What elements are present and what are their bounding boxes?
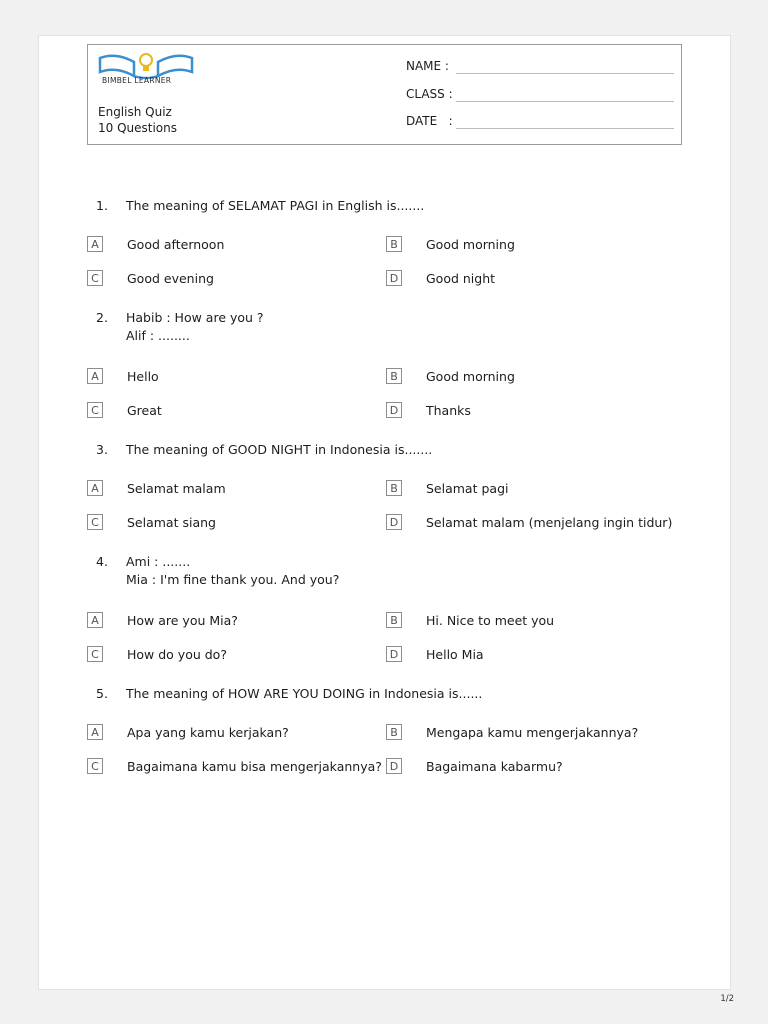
logo-text: BIMBEL LEARNER bbox=[102, 76, 172, 85]
option-text: Thanks bbox=[426, 403, 471, 418]
quiz-header bbox=[87, 44, 682, 145]
option-text: Bagaimana kamu bisa mengerjakannya? bbox=[127, 759, 382, 774]
date-field[interactable] bbox=[406, 114, 453, 130]
option-letter-box: B bbox=[386, 236, 402, 252]
class-label: CLASS : bbox=[406, 87, 453, 101]
page-number: 1/2 bbox=[720, 994, 734, 1004]
class-field[interactable] bbox=[406, 87, 453, 103]
question-number: 2. bbox=[96, 310, 108, 325]
option-text: Mengapa kamu mengerjakannya? bbox=[426, 725, 639, 740]
option-letter-box: A bbox=[87, 724, 103, 740]
quiz-title: English Quiz bbox=[98, 105, 172, 119]
option-letter-box: B bbox=[386, 724, 402, 740]
question-text: Ami : ....... bbox=[126, 554, 191, 569]
option-text: Good afternoon bbox=[127, 237, 225, 252]
question-text: The meaning of HOW ARE YOU DOING in Indonesia is...... bbox=[126, 686, 483, 701]
option-letter-box: C bbox=[87, 514, 103, 530]
name-line[interactable] bbox=[456, 73, 674, 74]
option-letter-box: B bbox=[386, 368, 402, 384]
option-text: Great bbox=[127, 403, 162, 418]
question-text: The meaning of SELAMAT PAGI in English is....... bbox=[126, 198, 425, 213]
option-text: Selamat malam bbox=[127, 481, 226, 496]
option-letter-box: D bbox=[386, 402, 402, 418]
option-letter-box: A bbox=[87, 236, 103, 252]
option-letter-box: D bbox=[386, 646, 402, 662]
question-number: 4. bbox=[96, 554, 108, 569]
question-text: The meaning of GOOD NIGHT in Indonesia is....... bbox=[126, 442, 433, 457]
question-number: 1. bbox=[96, 198, 108, 213]
option-text: Bagaimana kabarmu? bbox=[426, 759, 563, 774]
option-letter-box: C bbox=[87, 270, 103, 286]
option-text: Selamat pagi bbox=[426, 481, 509, 496]
option-text: How are you Mia? bbox=[127, 613, 238, 628]
question-text-line-2: Alif : ........ bbox=[126, 328, 190, 343]
quiz-question-count: 10 Questions bbox=[98, 121, 178, 135]
option-letter-box: D bbox=[386, 270, 402, 286]
option-letter-box: A bbox=[87, 612, 103, 628]
option-letter-box: A bbox=[87, 368, 103, 384]
option-text: Selamat malam (menjelang ingin tidur) bbox=[426, 515, 673, 530]
option-letter-box: A bbox=[87, 480, 103, 496]
option-letter-box: D bbox=[386, 758, 402, 774]
class-line[interactable] bbox=[456, 101, 674, 102]
name-label: NAME : bbox=[406, 59, 449, 73]
name-field[interactable] bbox=[406, 59, 449, 75]
option-text: Hi. Nice to meet you bbox=[426, 613, 555, 628]
option-text: Hello Mia bbox=[426, 647, 484, 662]
date-line[interactable] bbox=[456, 128, 674, 129]
option-text: Hello bbox=[127, 369, 159, 384]
option-text: Good morning bbox=[426, 237, 515, 252]
option-letter-box: B bbox=[386, 612, 402, 628]
quiz-page bbox=[38, 35, 731, 990]
question-number: 5. bbox=[96, 686, 108, 701]
date-label: DATE : bbox=[406, 114, 453, 128]
option-letter-box: C bbox=[87, 402, 103, 418]
option-text: Good morning bbox=[426, 369, 515, 384]
option-text: Selamat siang bbox=[127, 515, 216, 530]
option-text: Good evening bbox=[127, 271, 214, 286]
option-text: Good night bbox=[426, 271, 496, 286]
option-text: How do you do? bbox=[127, 647, 227, 662]
question-text: Habib : How are you ? bbox=[126, 310, 264, 325]
option-letter-box: C bbox=[87, 646, 103, 662]
option-letter-box: C bbox=[87, 758, 103, 774]
question-number: 3. bbox=[96, 442, 108, 457]
option-letter-box: D bbox=[386, 514, 402, 530]
option-text: Apa yang kamu kerjakan? bbox=[127, 725, 289, 740]
option-letter-box: B bbox=[386, 480, 402, 496]
question-text-line-2: Mia : I'm fine thank you. And you? bbox=[126, 572, 340, 587]
